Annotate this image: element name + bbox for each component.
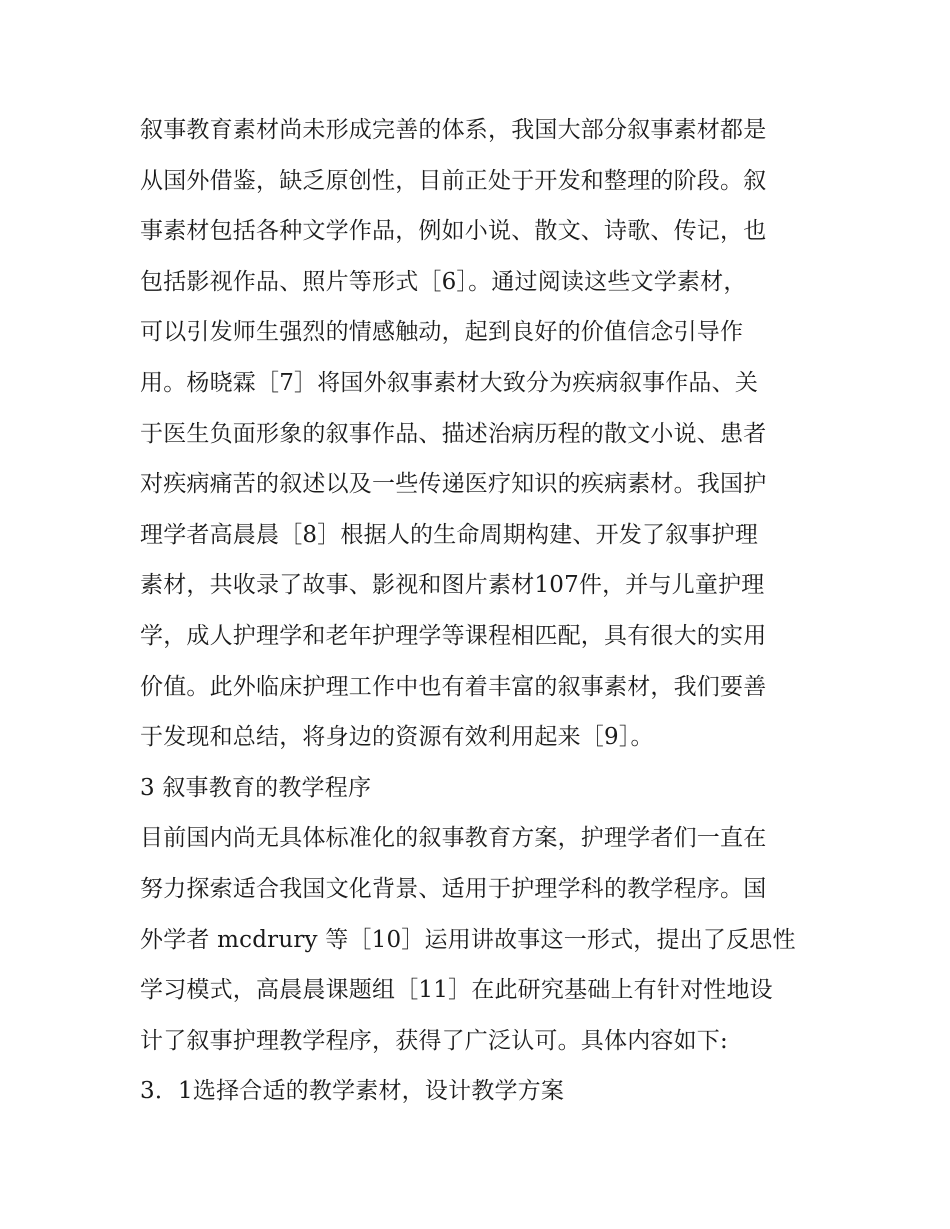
text-line: 努力探索适合我国文化背景、适用于护理学科的教学程序。国 [140,875,767,902]
text-line: 对疾病痛苦的叙述以及一些传递医疗知识的疾病素材。我国护 [140,471,767,498]
text-line: 学，成人护理学和老年护理学等课程相匹配，具有很大的实用 [140,622,767,649]
text-line: 于医生负面形象的叙事作品、描述治病历程的散文小说、患者 [140,420,767,447]
text-line: 目前国内尚无具体标准化的叙事教育方案，护理学者们一直在 [140,825,767,852]
text-line: 计了叙事护理教学程序，获得了广泛认可。具体内容如下: [140,1027,728,1054]
text-line: 事素材包括各种文学作品，例如小说、散文、诗歌、传记，也 [140,218,767,245]
text-line: 包括影视作品、照片等形式［6］。通过阅读这些文学素材， [140,268,747,295]
text-line: 用。杨晓霖［7］将国外叙事素材大致分为疾病叙事作品、关 [140,369,759,396]
text-line: 于发现和总结，将身边的资源有效利用起来［9］。 [140,724,654,751]
text-line: 学习模式，高晨晨课题组［11］在此研究基础上有针对性地设 [140,977,773,1004]
text-line: 叙事教育素材尚未形成完善的体系，我国大部分叙事素材都是 [140,117,767,143]
text-line: 理学者高晨晨［8］根据人的生命周期构建、开发了叙事护理 [140,521,759,548]
text-line: 价值。此外临床护理工作中也有着丰富的叙事素材，我们要善 [140,673,767,700]
text-line: 可以引发师生强烈的情感触动，起到良好的价值信念引导作 [140,319,744,346]
text-line: 从国外借鉴，缺乏原创性，目前正处于开发和整理的阶段。叙 [140,167,767,194]
body-text [140,105,820,1117]
section-heading: 3 叙事教育的教学程序 [140,774,372,801]
text-line: 外学者 mcdrury 等［10］运用讲故事这一形式，提出了反思性 [140,926,796,953]
subsection-heading: 3．1选择合适的教学素材，设计教学方案 [140,1078,565,1105]
text-line: 素材，共收录了故事、影视和图片素材107件，并与儿童护理 [140,572,765,599]
